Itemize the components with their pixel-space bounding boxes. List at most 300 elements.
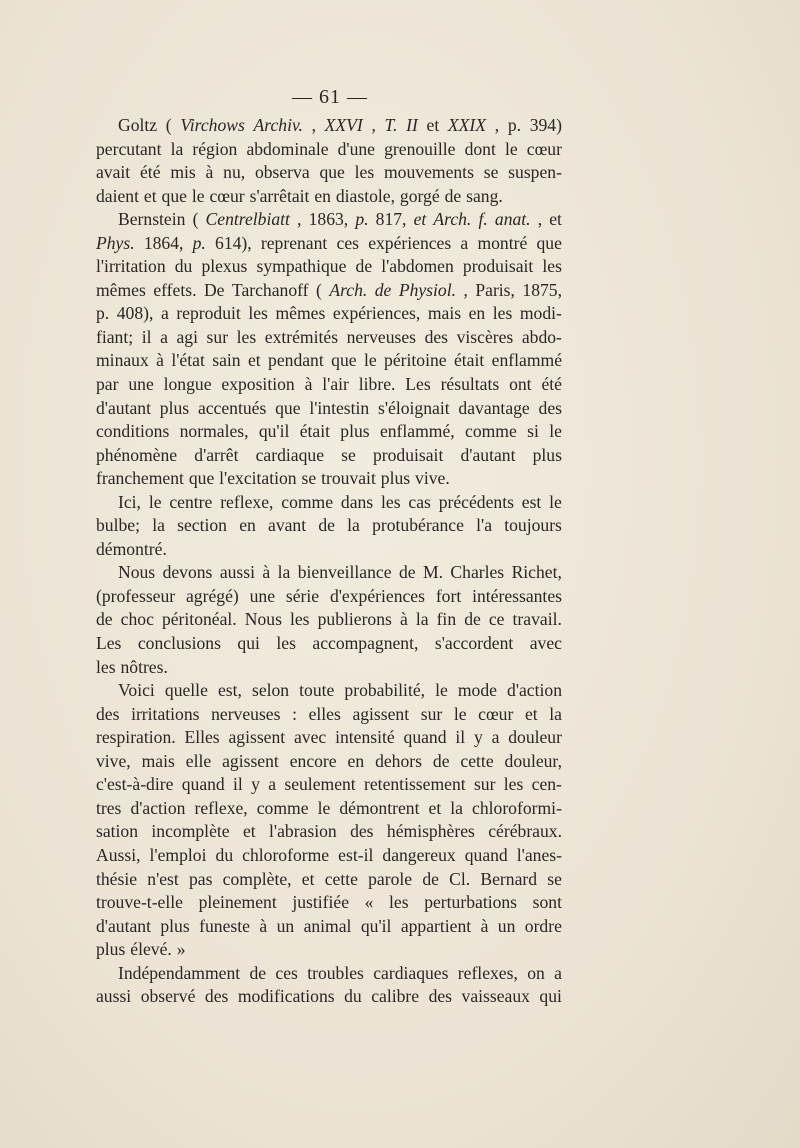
word: abdominale (246, 138, 329, 159)
word: a (160, 303, 169, 324)
word: les (389, 892, 409, 913)
word: cœur (526, 138, 562, 159)
word: cœur (478, 703, 514, 724)
word: était (299, 421, 330, 442)
word: vive. (415, 468, 450, 489)
word: » (176, 939, 186, 960)
word: franchement (96, 468, 184, 489)
word: péritonéal. (161, 609, 237, 630)
word: ont (509, 374, 532, 395)
word: se (301, 468, 317, 489)
word: Cl. (449, 868, 471, 889)
word: de (249, 962, 267, 983)
word: Paris, (475, 279, 515, 300)
word: cérébraux. (488, 821, 562, 842)
text-line (96, 302, 562, 326)
word: résultats (440, 374, 500, 395)
text-line (96, 844, 562, 868)
text-line (96, 514, 562, 538)
word: chloroformi- (472, 797, 562, 818)
word: expériences, (332, 303, 421, 324)
word: , (494, 115, 500, 135)
word: protubérance (372, 515, 464, 536)
word: pas (189, 868, 213, 889)
word: les (276, 633, 296, 654)
word: p. (355, 209, 369, 230)
word: intensité (335, 727, 395, 748)
word: trouve-t-elle (96, 892, 183, 913)
word: que (188, 468, 215, 489)
word: cœur (209, 185, 245, 206)
word: section (177, 515, 227, 536)
word: Elles (184, 727, 220, 748)
word: à (259, 915, 268, 936)
word: Centrelbiatt (205, 209, 290, 230)
word: quelle (164, 680, 208, 701)
word: d'action (507, 680, 562, 701)
word: est (521, 491, 542, 512)
word: est, (217, 680, 242, 701)
text-line (96, 962, 562, 986)
text-line (96, 726, 562, 750)
word: selon (251, 680, 290, 701)
word: dont (464, 138, 496, 159)
word: le (549, 491, 562, 512)
text-line (96, 208, 562, 232)
word: s'arrêtait (249, 185, 310, 206)
word: des (538, 397, 562, 418)
text-line (96, 773, 562, 797)
word: que (275, 397, 301, 418)
word: viscères (456, 326, 514, 347)
word: les (289, 609, 310, 630)
word: une (128, 374, 154, 395)
word: l'abdomen (381, 256, 454, 277)
word: Aussi, (96, 844, 141, 865)
word: avait (96, 162, 131, 183)
word: l'état (171, 350, 205, 371)
word: précédents (438, 491, 514, 512)
word: enflammé, (379, 421, 455, 442)
word: agissent (222, 750, 279, 771)
word: il (233, 774, 243, 795)
word: appartient (400, 915, 472, 936)
word: de (464, 609, 481, 630)
word: et (428, 797, 442, 818)
word: avec (294, 727, 327, 748)
word: mis (170, 162, 196, 183)
word: dangereux (382, 844, 456, 865)
word: d'autant (96, 915, 151, 936)
word: XXIX (447, 115, 487, 135)
word: calibre (371, 986, 420, 1007)
word: d'autant (460, 444, 516, 465)
word: n'est (147, 868, 179, 889)
word: fin (436, 609, 457, 630)
text-line (96, 797, 562, 821)
word: et (301, 868, 315, 889)
word: que (161, 185, 187, 206)
word: la (549, 703, 562, 724)
word: et (524, 703, 538, 724)
word: d'arrêt (194, 444, 239, 465)
word: mais (141, 750, 175, 771)
word: de (318, 515, 335, 536)
word: que (536, 232, 562, 253)
word: grenouille (384, 138, 456, 159)
word: , (537, 209, 543, 230)
word: conditions (96, 421, 170, 442)
word: Archiv. (253, 115, 303, 135)
word: les (248, 303, 268, 324)
word: les (381, 491, 401, 512)
text-line (96, 420, 562, 444)
word: les (503, 774, 524, 795)
text-line (96, 467, 562, 491)
word: se (341, 444, 356, 465)
word: montré (477, 232, 528, 253)
word: le (363, 350, 377, 371)
text-line (96, 608, 562, 632)
word: à (205, 162, 214, 183)
word: d'une (337, 138, 375, 159)
word: douleur (508, 727, 562, 748)
word: trouvait (321, 468, 376, 489)
word: toute (299, 680, 335, 701)
text-line (96, 679, 562, 703)
word: libre. (358, 374, 396, 395)
word: fiant; (96, 326, 134, 347)
word: c'est-à-dire (96, 774, 174, 795)
word: des (350, 821, 374, 842)
text-line (96, 491, 562, 515)
text-line (96, 114, 562, 138)
word: modifications (237, 986, 335, 1007)
word: Arch. (329, 279, 368, 300)
word: par (96, 374, 119, 395)
word: avec (529, 633, 562, 654)
word: perturbations (424, 892, 518, 913)
word: Physiol. (398, 279, 456, 300)
word: reflexe, (194, 797, 248, 818)
word: le (453, 703, 467, 724)
word: nerveuses (211, 703, 281, 724)
word: irritations (131, 703, 200, 724)
word: l'anes- (516, 844, 562, 865)
word: les (96, 656, 116, 677)
word: 1864, (143, 232, 184, 253)
word: a (491, 727, 500, 748)
word: 1863, (308, 209, 349, 230)
word: que (319, 162, 345, 183)
text-line (96, 349, 562, 373)
word: de (96, 609, 113, 630)
word: T. (384, 115, 398, 135)
word: XXVI (324, 115, 363, 135)
word: accentués (197, 397, 267, 418)
word: de (422, 868, 439, 889)
word: pendant (268, 350, 324, 371)
text-line (96, 373, 562, 397)
word: Bernstein (118, 209, 186, 230)
word: produisait (372, 444, 444, 465)
word: d'action (130, 797, 186, 818)
page-number: — 61 — (292, 86, 368, 108)
word: les (492, 303, 513, 324)
word: intéressantes (472, 585, 562, 606)
word: vaisseaux (461, 986, 530, 1007)
text-line (96, 868, 562, 892)
word: elles (308, 703, 341, 724)
text-line (96, 891, 562, 915)
text-line (96, 161, 562, 185)
word: plus (96, 939, 126, 960)
word: respiration. (96, 727, 176, 748)
word: : (292, 703, 297, 724)
word: dehors (375, 750, 422, 771)
word: et (143, 185, 157, 206)
word: daient (96, 185, 139, 206)
word: ordre (524, 915, 562, 936)
word: la (415, 609, 429, 630)
word: animal (303, 915, 352, 936)
word: Les (405, 374, 431, 395)
word: suspen- (508, 162, 562, 183)
word: avant (268, 515, 307, 536)
word: choc (120, 609, 154, 630)
word: reproduit (176, 303, 241, 324)
word: publierons (317, 609, 392, 630)
text-line (96, 138, 562, 162)
word: la (450, 797, 463, 818)
word: sympathique (256, 256, 347, 277)
word: un (276, 915, 295, 936)
word: le (549, 421, 562, 442)
word: il (455, 727, 466, 748)
word: en (239, 515, 256, 536)
word: reflexes, (457, 962, 518, 983)
word: comme (256, 797, 309, 818)
word: démontré. (96, 538, 167, 559)
word: et (242, 821, 256, 842)
text-line (96, 585, 562, 609)
word: plus (159, 397, 190, 418)
word: plus (532, 444, 562, 465)
word: sur (206, 326, 229, 347)
word: ce (488, 609, 505, 630)
word: à (480, 915, 489, 936)
word: incomplète (151, 821, 230, 842)
word: exposition (221, 374, 295, 395)
word: que (331, 350, 357, 371)
text-line (96, 255, 562, 279)
word: les (542, 256, 562, 277)
word: agrégé) (186, 585, 239, 606)
word: Tarchanoff (231, 279, 309, 300)
word: qu'il (258, 421, 290, 442)
text-line (96, 750, 562, 774)
word: reprenant (260, 232, 328, 253)
word: est-il (338, 844, 374, 865)
word: chloroforme (242, 844, 330, 865)
word: 614), (215, 232, 252, 253)
word: agissent (228, 727, 286, 748)
word: en (314, 185, 331, 206)
word: bulbe; (96, 515, 140, 536)
word: Goltz (118, 115, 158, 135)
word: et (247, 350, 261, 371)
word: qui (539, 986, 562, 1007)
word: s'accordent (434, 633, 514, 654)
word: la (170, 138, 184, 159)
word: été (541, 374, 562, 395)
word: et (549, 209, 562, 230)
word: à (399, 609, 408, 630)
word: Arch. (433, 209, 472, 230)
word: « (364, 892, 374, 913)
word: conclusions (137, 633, 221, 654)
word: funeste (199, 915, 250, 936)
word: observé (140, 986, 196, 1007)
word: enflammé (491, 350, 562, 371)
word: du (344, 986, 362, 1007)
word: a (460, 232, 469, 253)
word: p. (507, 115, 522, 135)
word: et (426, 115, 440, 135)
word: l'a (476, 515, 493, 536)
word: sang. (466, 185, 503, 206)
word: expériences (368, 232, 452, 253)
word: effets. (153, 279, 197, 300)
body-text (96, 114, 562, 1009)
word: quand (403, 727, 447, 748)
word: Phys. (96, 232, 135, 253)
word: mouvements (384, 162, 474, 183)
word: qui (237, 633, 260, 654)
word: sur (473, 774, 496, 795)
text-line (96, 397, 562, 421)
word: comme (465, 421, 517, 442)
word: ces (275, 962, 298, 983)
word: cas (408, 491, 431, 512)
word: devons (162, 562, 213, 583)
word: 394) (529, 115, 562, 135)
word: a (554, 962, 562, 983)
word: mode (457, 680, 497, 701)
word: seulement (284, 774, 356, 795)
word: l'intestin (309, 397, 370, 418)
word: justifiée (292, 892, 350, 913)
word: De (203, 279, 225, 300)
word: observa (254, 162, 310, 183)
word: plus (340, 421, 370, 442)
word: qu'il (360, 915, 392, 936)
word: agi (176, 326, 198, 347)
word: des (428, 986, 453, 1007)
word: se (547, 868, 562, 889)
word: aussi (219, 562, 255, 583)
word: du (174, 256, 193, 277)
word: accompagnent, (312, 633, 419, 654)
word: percutant (96, 138, 162, 159)
word: série (285, 585, 320, 606)
word: comme (281, 491, 334, 512)
word: M. (422, 562, 443, 583)
text-line (96, 632, 562, 656)
word: II (406, 115, 418, 135)
word: douleur, (504, 750, 562, 771)
text-line (96, 232, 562, 256)
word: encore (289, 750, 337, 771)
word: plus (380, 468, 411, 489)
word: y (251, 774, 260, 795)
word: Voici (118, 680, 155, 701)
word: Les (96, 633, 122, 654)
word: centre (169, 491, 213, 512)
word: plus (160, 915, 190, 936)
word: un (497, 915, 516, 936)
word: les (236, 326, 257, 347)
word: de (444, 185, 462, 206)
word: Ici, (118, 491, 141, 512)
word: aussi (96, 986, 132, 1007)
word: si (527, 421, 539, 442)
word: davantage (458, 397, 530, 418)
word: Nous (244, 609, 282, 630)
text-line (96, 985, 562, 1009)
word: p. (192, 232, 206, 253)
word: du (215, 844, 234, 865)
word: 817, (375, 209, 407, 230)
word: (professeur (96, 585, 176, 606)
word: vive, (96, 750, 131, 771)
word: l'abrasion (269, 821, 337, 842)
word: à (262, 562, 271, 583)
word: , (297, 209, 302, 230)
word: la (152, 515, 165, 536)
word: de (398, 562, 416, 583)
word: Virchows (180, 115, 245, 135)
word: longue (163, 374, 212, 395)
word: les (354, 162, 375, 183)
word: minaux (96, 350, 149, 371)
word: ( (316, 279, 322, 300)
word: sur (420, 703, 443, 724)
word: l'emploi (149, 844, 207, 865)
word: nerveuses (346, 326, 416, 347)
text-line (96, 326, 562, 350)
word: il (141, 326, 152, 347)
text-line (96, 444, 562, 468)
word: l'excitation (219, 468, 297, 489)
word: troubles (307, 962, 364, 983)
word: Indépendamment (118, 962, 241, 983)
word: des (96, 703, 120, 724)
word: mais (427, 303, 462, 324)
text-line (96, 703, 562, 727)
word: de (355, 256, 373, 277)
word: le (504, 138, 518, 159)
word: des (204, 986, 229, 1007)
word: cardiaques (373, 962, 449, 983)
word: s'éloignait (378, 397, 450, 418)
word: en (468, 303, 486, 324)
word: en (347, 750, 365, 771)
word: abdo- (521, 326, 562, 347)
word: agissent (352, 703, 410, 724)
word: probabilité, (344, 680, 426, 701)
word: démontrent (339, 797, 420, 818)
